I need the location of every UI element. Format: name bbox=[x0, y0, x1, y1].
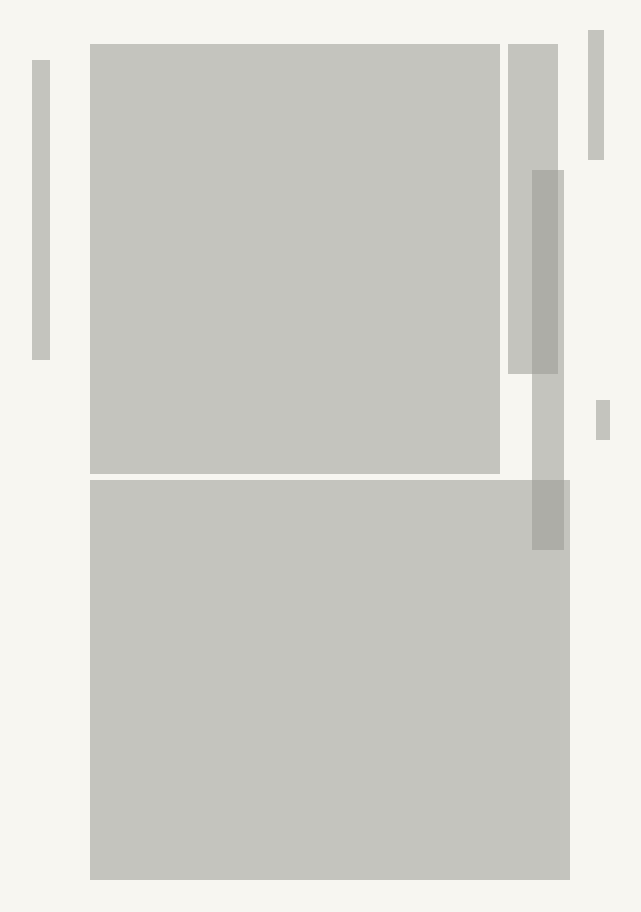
page-number-block bbox=[596, 400, 610, 440]
lower-text-block bbox=[90, 480, 570, 880]
upper-text-block bbox=[90, 44, 500, 474]
margin-footer-block bbox=[32, 60, 50, 360]
part-label-block bbox=[588, 30, 604, 160]
